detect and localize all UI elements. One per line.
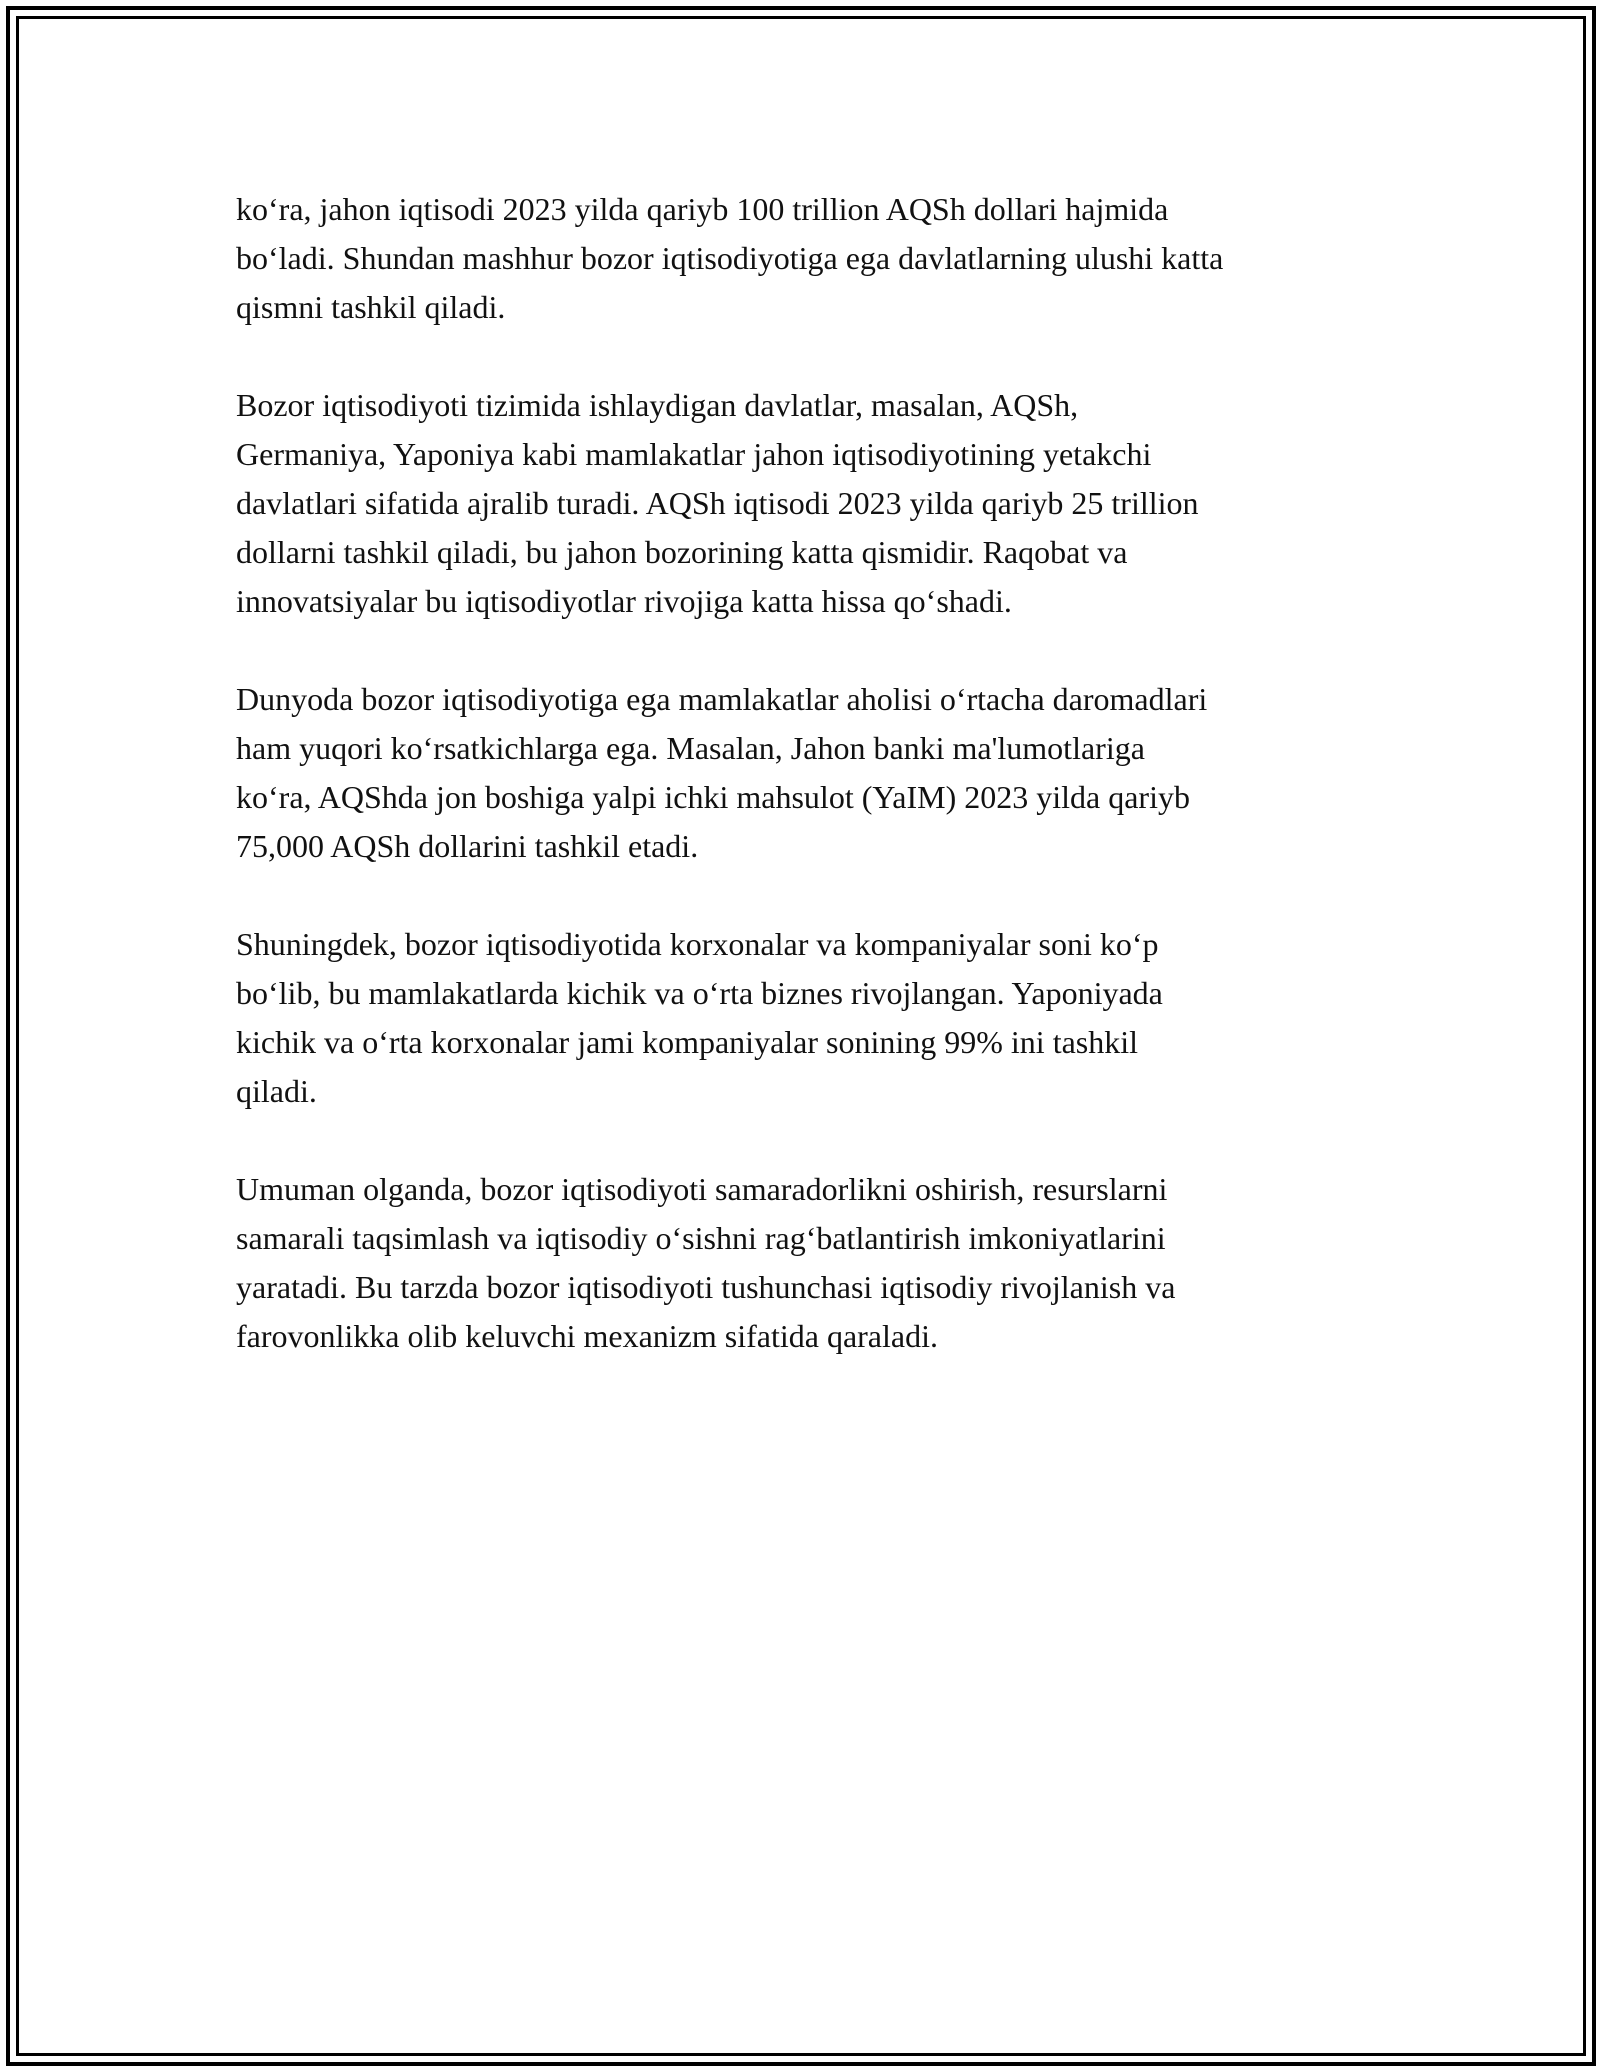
text-line: farovonlikka olib keluvchi mexanizm sifatida qaraladi. xyxy=(236,1318,938,1354)
text-line: qiladi. xyxy=(236,1073,317,1109)
text-line: qismni tashkil qiladi. xyxy=(236,289,506,325)
text-line: Bozor iqtisodiyoti tizimida ishlaydigan davlatlar, masalan, AQSh, xyxy=(236,387,1079,423)
text-line: dollarni tashkil qiladi, bu jahon bozorining katta qismidir. Raqobat va xyxy=(236,534,1128,570)
text-line: bo‘lib, bu mamlakatlarda kichik va o‘rta biznes rivojlangan. Yaponiyada xyxy=(236,975,1163,1011)
text-line: yaratadi. Bu tarzda bozor iqtisodiyoti tushunchasi iqtisodiy rivojlanish va xyxy=(236,1269,1176,1305)
paragraph-4 xyxy=(236,920,1396,1116)
text-line: bo‘ladi. Shundan mashhur bozor iqtisodiyotiga ega davlatlarning ulushi katta xyxy=(236,240,1224,276)
text-line: 75,000 AQSh dollarini tashkil etadi. xyxy=(236,828,699,864)
paragraph-5 xyxy=(236,1165,1396,1361)
text-line: Dunyoda bozor iqtisodiyotiga ega mamlakatlar aholisi o‘rtacha daromadlari xyxy=(236,681,1208,717)
document-body xyxy=(236,185,1396,1410)
text-line: ko‘ra, jahon iqtisodi 2023 yilda qariyb 100 trillion AQSh dollari hajmida xyxy=(236,191,1169,227)
text-line: innovatsiyalar bu iqtisodiyotlar rivojiga katta hissa qo‘shadi. xyxy=(236,583,1012,619)
text-line: samarali taqsimlash va iqtisodiy o‘sishni rag‘batlantirish imkoniyatlarini xyxy=(236,1220,1166,1256)
paragraph-3 xyxy=(236,675,1396,871)
text-line: Germaniya, Yaponiya kabi mamlakatlar jahon iqtisodiyotining yetakchi xyxy=(236,436,1152,472)
text-line: Shuningdek, bozor iqtisodiyotida korxonalar va kompaniyalar soni ko‘p xyxy=(236,926,1159,962)
text-line: ham yuqori ko‘rsatkichlarga ega. Masalan, Jahon banki ma'lumotlariga xyxy=(236,730,1145,766)
text-line: kichik va o‘rta korxonalar jami kompaniyalar sonining 99% ini tashkil xyxy=(236,1024,1139,1060)
paragraph-1 xyxy=(236,185,1396,332)
text-line: Umuman olganda, bozor iqtisodiyoti samaradorlikni oshirish, resurslarni xyxy=(236,1171,1168,1207)
text-line: davlatlari sifatida ajralib turadi. AQSh iqtisodi 2023 yilda qariyb 25 trillion xyxy=(236,485,1199,521)
text-line: ko‘ra, AQShda jon boshiga yalpi ichki mahsulot (YaIM) 2023 yilda qariyb xyxy=(236,779,1190,815)
paragraph-2 xyxy=(236,381,1396,626)
